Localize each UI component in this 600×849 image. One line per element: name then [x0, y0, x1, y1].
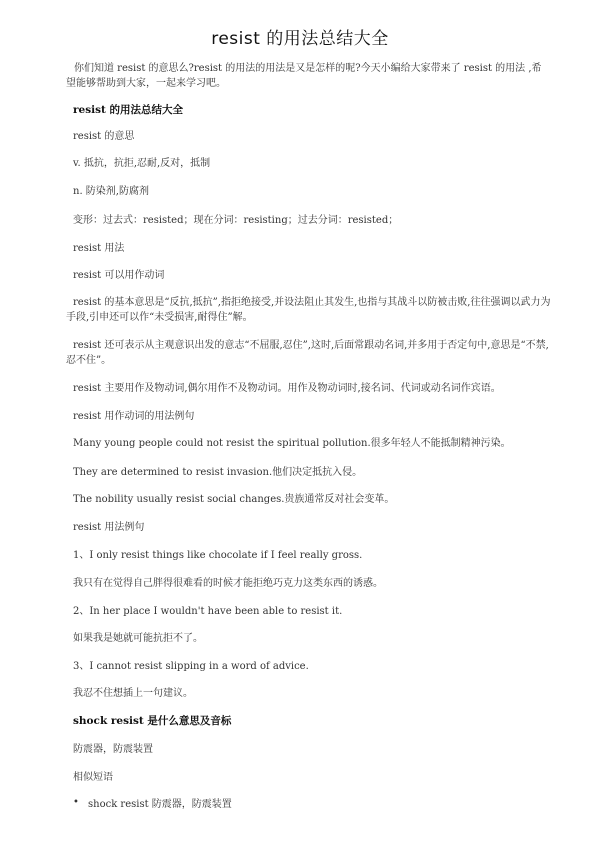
- page-title: resist 的用法总结大全: [211, 29, 389, 49]
- usage-paragraph-3: resist 主要用作及物动词,偶尔用作不及物动词。用作及物动词时,接名词、代词或动名词作宾语。: [73, 383, 501, 394]
- shock-resist-meaning: 防震器，防震装置: [73, 744, 153, 755]
- verb-example-2: They are determined to resist invasion.他们决定抵抗入侵。: [73, 467, 363, 478]
- meaning-noun: n. 防染剂,防腐剂: [73, 186, 149, 197]
- verb-examples-heading: resist 用作动词的用法例句: [73, 411, 195, 422]
- example-2-english: 2、In her place I wouldn't have been able to resist it.: [73, 606, 343, 617]
- verb-example-1: Many young people could not resist the spiritual pollution.很多年轻人不能抵制精神污染。: [73, 438, 511, 449]
- example-2-chinese: 如果我是她就可能抗拒不了。: [73, 633, 203, 644]
- meaning-heading: resist 的意思: [73, 131, 135, 142]
- similar-phrase-item: shock resist 防震器，防震装置: [88, 799, 232, 810]
- examples-heading: resist 用法例句: [73, 522, 145, 533]
- usage-paragraph-1: resist 的基本意思是“反抗,抵抗”,指拒绝接受,并设法阻止其发生,也指与其战斗以防被击败,往往强调以武力为手段,引申还可以作“未受损害,耐得住”解。: [66, 297, 551, 323]
- usage-heading: resist 用法: [73, 243, 125, 254]
- example-1-chinese: 我只有在觉得自己胖得很难看的时候才能拒绝巧克力这类东西的诱惑。: [73, 578, 383, 589]
- word-forms: 变形：过去式：resisted；现在分词：resisting；过去分词：resisted；: [73, 215, 399, 226]
- example-3-english: 3、I cannot resist slipping in a word of advice.: [73, 661, 309, 672]
- section-heading-usage-summary: resist 的用法总结大全: [73, 104, 184, 116]
- bullet-dot-icon: •: [73, 797, 79, 808]
- intro-paragraph: 你们知道 resist 的意思么?resist 的用法的用法是又是怎样的呢?今天小编给大家带来了 resist 的用法 ,希望能够帮助到大家，一起来学习吧。: [66, 63, 542, 89]
- example-3-chinese: 我忍不住想插上一句建议。: [73, 688, 193, 699]
- section-heading-shock-resist: shock resist 是什么意思及音标: [73, 715, 232, 727]
- example-1-english: 1、I only resist things like chocolate if I feel really gross.: [73, 550, 363, 561]
- usage-paragraph-2: resist 还可表示从主观意识出发的意志“不屈服,忍住”,这时,后面常跟动名词,并多用于否定句中,意思是“不禁,忍不住”。: [66, 340, 549, 366]
- similar-phrases-heading: 相似短语: [73, 772, 113, 783]
- verb-example-3: The nobility usually resist social changes.贵族通常反对社会变革。: [73, 494, 395, 505]
- meaning-verb: v. 抵抗，抗拒,忍耐,反对，抵制: [73, 158, 211, 169]
- usage-subheading: resist 可以用作动词: [73, 270, 165, 281]
